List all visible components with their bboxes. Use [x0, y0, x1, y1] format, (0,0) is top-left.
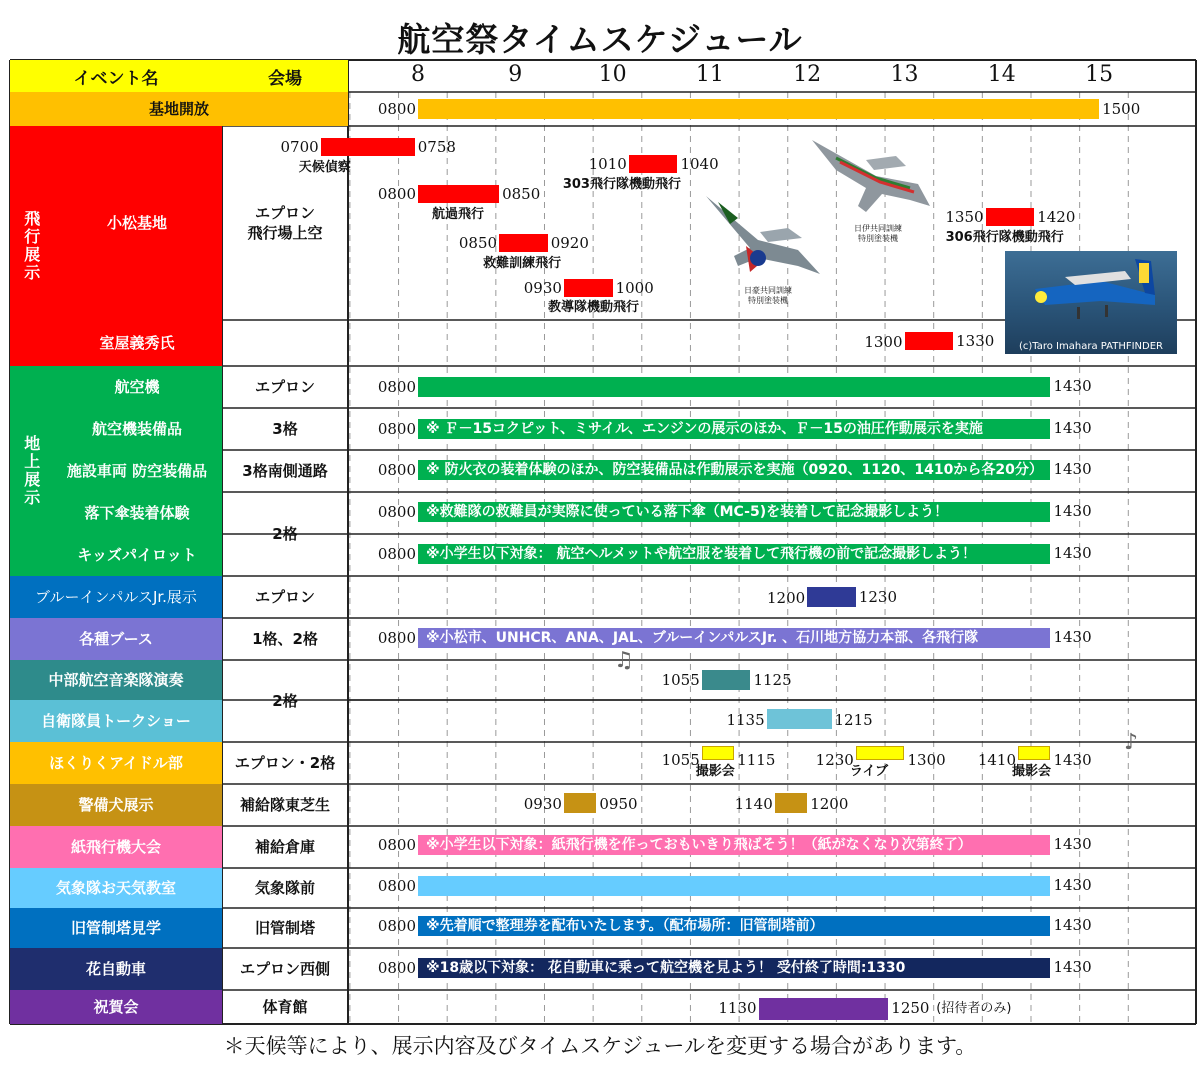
idol-session-caption: 撮影会: [695, 764, 735, 779]
time-label: 0800: [377, 959, 416, 977]
time-label: 1330: [956, 332, 995, 350]
row-komatsu-venue: エプロン 飛行場上空: [247, 203, 323, 242]
aircraft-caption-a: 日豪共同訓練 特別塗装機: [744, 286, 792, 305]
time-label: 1430: [1053, 377, 1092, 395]
row-idol-label: ほくりくアイドル部: [10, 742, 222, 784]
row-aircraft-venue: エプロン: [254, 377, 315, 396]
time-label: 1430: [1053, 419, 1092, 437]
bar-talk: [767, 709, 832, 729]
flight-caption: 救難訓練飛行: [483, 256, 562, 271]
time-label: 1500: [1102, 100, 1141, 118]
row-base-open-label: 基地開放: [10, 92, 348, 126]
row-muroya-label: 室屋義秀氏: [52, 320, 222, 366]
bar-band: [702, 670, 751, 690]
row-blue-impulse-venue: エプロン: [254, 587, 315, 606]
row-flower-car-label: 花自動車: [10, 948, 222, 990]
row-paper-plane-label: 紙飛行機大会: [10, 826, 222, 868]
flight-caption: 航過飛行: [432, 207, 485, 222]
hour-tick-label: 13: [890, 62, 919, 87]
row-equipment-venue: 3格: [272, 419, 298, 438]
idol-session-caption: 撮影会: [1012, 764, 1052, 779]
time-label: 1140: [734, 795, 773, 813]
time-label: 1430: [1053, 628, 1092, 646]
flight-caption: 天候偵察: [298, 160, 351, 175]
time-label: 0950: [599, 795, 638, 813]
time-label: 1230: [858, 588, 898, 606]
time-label: 1430: [1053, 751, 1092, 769]
bar-party: [759, 998, 889, 1020]
flight-end-time: 1000: [615, 279, 654, 297]
page-title: 航空祭タイムスケジュール: [397, 20, 803, 59]
bar-idol-session: [856, 746, 905, 760]
bar-base-open: [418, 99, 1099, 119]
time-label: 1410: [977, 751, 1017, 769]
bar-idol-session: [1018, 746, 1050, 760]
time-label: 0800: [377, 917, 416, 935]
aerobatic-plane-icon: [1005, 251, 1177, 354]
row-parachute-label: 落下傘装着体験: [52, 492, 222, 534]
bar-kids-pilot-text: ※小学生以下対象： 航空ヘルメットや航空服を装着して飛行機の前で記念撮影しよう！: [426, 546, 977, 562]
header-event-name: イベント名: [10, 60, 222, 92]
time-label: 1125: [753, 671, 792, 689]
flight-start-time: 1010: [588, 155, 627, 173]
row-party-venue: 体育館: [262, 997, 308, 1016]
flight-end-time: 1040: [680, 155, 719, 173]
row-idol-venue: エプロン・2格: [234, 753, 336, 772]
group-flight-label: 飛行展示: [10, 126, 52, 366]
time-label: 0800: [377, 420, 416, 438]
bar-weather: [418, 876, 1050, 896]
time-label: 1115: [737, 751, 776, 769]
group-ground-label: 地上展示: [10, 366, 52, 576]
row-vehicles-venue: 3格南側通路: [242, 461, 328, 480]
row-party-label: 祝賀会: [10, 990, 222, 1024]
bar-aircraft: [418, 377, 1050, 397]
row-talk-label: 自衛隊員トークショー: [10, 700, 222, 742]
row-weather-label: 気象隊お天気教室: [10, 868, 222, 908]
row-band-label: 中部航空音楽隊演奏: [10, 660, 222, 700]
row-aircraft-label: 航空機: [52, 366, 222, 408]
time-label: 1200: [810, 795, 849, 813]
music-note-icon-2: ♪: [1124, 730, 1139, 755]
flight-start-time: 1350: [945, 208, 984, 226]
flight-end-time: 1420: [1037, 208, 1076, 226]
hour-tick-label: 8: [411, 62, 425, 87]
row-tower-venue: 旧管制塔: [254, 918, 315, 937]
row-vehicles-label: 施設車両 防空装備品: [52, 450, 222, 492]
flight-bar: [418, 185, 499, 203]
time-label: 0800: [377, 378, 416, 396]
bar-idol-session: [702, 746, 734, 760]
row-blue-impulse-label: ブルーインパルスJr.展示: [10, 576, 222, 618]
flight-bar: [321, 138, 415, 156]
bar-booths-text: ※小松市、UNHCR、ANA、JAL、ブルーインパルスJr. 、石川地方協力本部、各飛行隊: [426, 630, 979, 646]
time-label: 1200: [767, 589, 806, 607]
hour-tick-label: 15: [1085, 62, 1114, 87]
row-equipment-label: 航空機装備品: [52, 408, 222, 450]
bar-muroya: [905, 332, 954, 350]
party-note: (招待者のみ): [936, 1001, 1012, 1016]
time-label: 1430: [1053, 958, 1092, 976]
row-weather-venue: 気象隊前: [254, 878, 315, 897]
flight-end-time: 0920: [550, 234, 589, 252]
flight-bar: [499, 234, 548, 252]
time-label: 1055: [661, 671, 700, 689]
time-label: 1135: [726, 711, 765, 729]
row-dog-venue: 補給隊東芝生: [239, 795, 330, 814]
flight-bar: [629, 155, 678, 173]
flight-end-time: 0850: [502, 185, 541, 203]
flight-start-time: 0850: [458, 234, 498, 252]
row-kids-pilot-label: キッズパイロット: [52, 534, 222, 576]
bar-tower-text: ※先着順で整理券を配布いたします。（配布場所：旧管制塔前）: [426, 918, 824, 934]
time-label: 0930: [523, 795, 562, 813]
time-label: 0800: [377, 877, 416, 895]
row-flower-car-venue: エプロン西側: [239, 959, 330, 978]
bar-dog-session: [564, 793, 596, 813]
flight-start-time: 0700: [280, 138, 319, 156]
time-label: 0800: [377, 836, 416, 854]
flight-start-time: 0800: [377, 185, 416, 203]
time-label: 1250: [891, 999, 930, 1017]
time-label: 1130: [718, 999, 757, 1017]
hour-tick-label: 9: [508, 62, 523, 87]
aircraft-caption-b: 日伊共同訓練 特別塗装機: [854, 224, 902, 243]
time-label: 1300: [907, 751, 946, 769]
row-booths-label: 各種ブース: [10, 618, 222, 660]
bar-flower-car-text: ※18歳以下対象： 花自動車に乗って航空機を見よう！ 受付終了時間:1330: [426, 960, 906, 976]
schedule-footnote: ＊天候等により、展示内容及びタイムスケジュールを変更する場合があります。: [223, 1034, 977, 1058]
time-label: 1215: [834, 711, 873, 729]
time-label: 0800: [377, 629, 416, 647]
hour-tick-label: 11: [695, 62, 724, 87]
aircraft-illustration-b: [806, 136, 936, 226]
time-label: 1055: [661, 751, 700, 769]
flight-caption: 303飛行隊機動飛行: [562, 177, 681, 192]
flight-bar: [986, 208, 1035, 226]
time-label: 0800: [377, 100, 416, 118]
hour-tick-label: 12: [793, 62, 822, 87]
row-paper-plane-venue: 補給倉庫: [254, 837, 315, 856]
time-label: 1230: [815, 751, 854, 769]
bar-paper-plane-text: ※小学生以下対象：紙飛行機を作っておもいきり飛ばそう！（紙がなくなり次第終了）: [426, 837, 972, 853]
row-tower-label: 旧管制塔見学: [10, 908, 222, 948]
flight-end-time: 0758: [417, 138, 456, 156]
music-note-icon: ♫: [614, 648, 634, 673]
time-label: 0800: [377, 545, 416, 563]
aerobatic-plane-photo: [1005, 251, 1177, 354]
bar-vehicles-text: ※ 防火衣の装着体験のほか、防空装備品は作動展示を実施（0920、1120、1410から各20分）: [426, 462, 1043, 478]
time-label: 1430: [1053, 460, 1092, 478]
time-label: 1430: [1053, 502, 1092, 520]
idol-session-caption: ライブ: [849, 764, 889, 779]
header-venue: 会場: [222, 60, 348, 92]
bar-dog-session: [775, 793, 807, 813]
bar-equipment-text: ※ Ｆ－15コクピット、ミサイル、エンジンの展示のほか、Ｆ－15の油圧作動展示を実施: [426, 421, 983, 437]
time-label: 0800: [377, 461, 416, 479]
time-label: 1430: [1053, 876, 1092, 894]
flight-start-time: 0930: [523, 279, 562, 297]
time-label: 1430: [1053, 835, 1092, 853]
flight-bar: [564, 279, 613, 297]
flight-caption: 教導隊機動飛行: [547, 300, 639, 315]
time-label: 1430: [1053, 544, 1092, 562]
photo-credit: (c)Taro Imahara PATHFINDER: [1018, 341, 1163, 352]
bar-parachute-text: ※救難隊の救難員が実際に使っている落下傘（MC-5)を装着して記念撮影しよう！: [426, 504, 949, 520]
row-booths-venue: 1格、2格: [252, 629, 318, 648]
time-label: 1430: [1053, 916, 1092, 934]
row-komatsu-label: 小松基地: [52, 126, 222, 320]
time-label: 1300: [864, 333, 903, 351]
row-2kaku-venue-b: 2格: [272, 691, 298, 710]
hour-tick-label: 10: [598, 62, 627, 87]
hour-tick-label: 14: [987, 62, 1016, 87]
time-label: 0800: [377, 503, 416, 521]
row-2kaku-venue-a: 2格: [272, 524, 298, 543]
flight-caption: 306飛行隊機動飛行: [945, 230, 1064, 245]
row-dog-label: 警備犬展示: [10, 784, 222, 826]
bar-blue-impulse: [807, 587, 856, 607]
